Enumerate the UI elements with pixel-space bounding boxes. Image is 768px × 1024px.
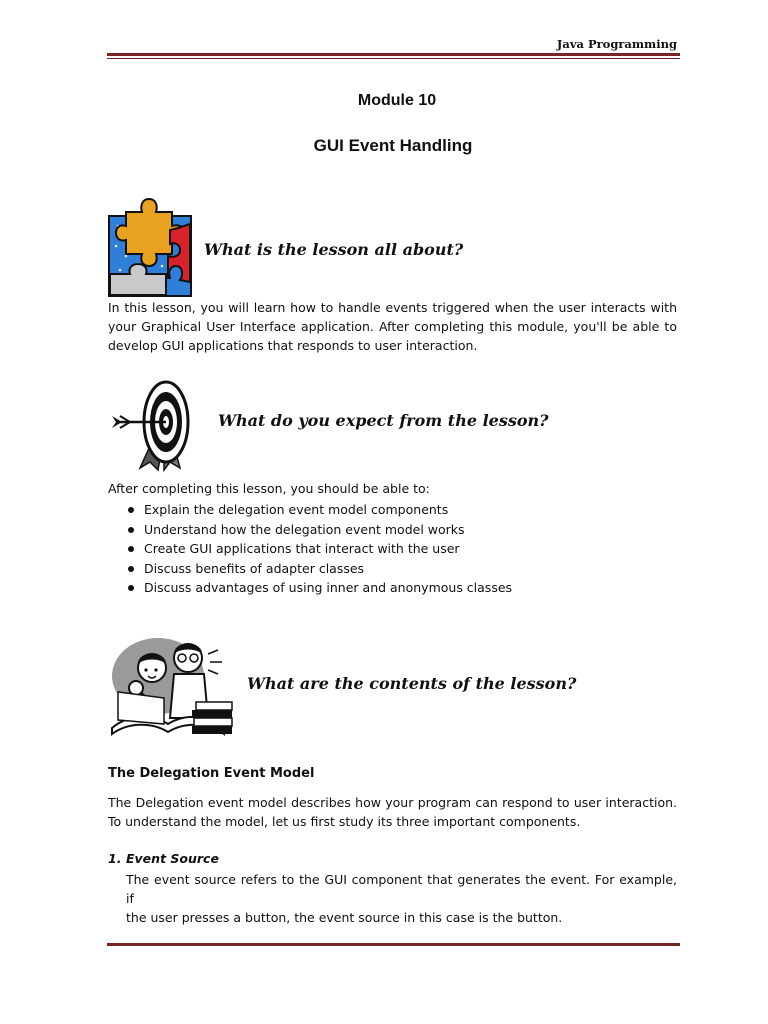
delegation-line: To understand the model, let us first study its three important components. xyxy=(108,814,581,829)
about-paragraph xyxy=(108,298,677,355)
list-item: Understand how the delegation event model works xyxy=(126,520,512,540)
list-item: Discuss advantages of using inner and anonymous classes xyxy=(126,578,512,598)
section-heading-about: What is the lesson all about? xyxy=(204,240,464,259)
module-number: Module 10 xyxy=(357,92,437,109)
list-item: Explain the delegation event model components xyxy=(126,500,512,520)
module-title: GUI Event Handling xyxy=(313,136,473,155)
list-item: Discuss benefits of adapter classes xyxy=(126,559,512,579)
section-heading-contents: What are the contents of the lesson? xyxy=(247,674,577,693)
delegation-paragraph xyxy=(108,793,677,831)
item-line: the user presses a button, the event source in this case is the button. xyxy=(126,910,563,925)
objectives-list xyxy=(126,500,512,598)
puzzle-icon xyxy=(108,194,192,297)
item-line: The event source refers to the GUI component that generates the event. For example, if xyxy=(126,872,677,906)
delegation-line: The Delegation event model describes how your program can respond to user interaction. xyxy=(108,795,677,810)
delegation-heading: The Delegation Event Model xyxy=(108,766,315,781)
section-heading-expect: What do you expect from the lesson? xyxy=(218,411,549,430)
about-line: In this lesson, you will learn how to handle events triggered when the user interacts with xyxy=(108,300,677,315)
item-title: Event Source xyxy=(126,851,219,866)
target-arrow-icon xyxy=(110,376,210,472)
header-rule xyxy=(107,53,680,59)
list-item: Create GUI applications that interact with the user xyxy=(126,539,512,559)
about-line: develop GUI applications that responds to user interaction. xyxy=(108,338,478,353)
students-reading-icon xyxy=(108,628,236,738)
about-line: your Graphical User Interface application. After completing this module, you'll be able to xyxy=(108,319,677,334)
item-number: 1. xyxy=(108,851,122,866)
footer-rule xyxy=(107,943,680,946)
header-title: Java Programming xyxy=(556,37,677,51)
item-body xyxy=(126,870,677,927)
item-heading xyxy=(108,851,219,866)
objectives-intro: After completing this lesson, you should be able to: xyxy=(108,481,430,496)
